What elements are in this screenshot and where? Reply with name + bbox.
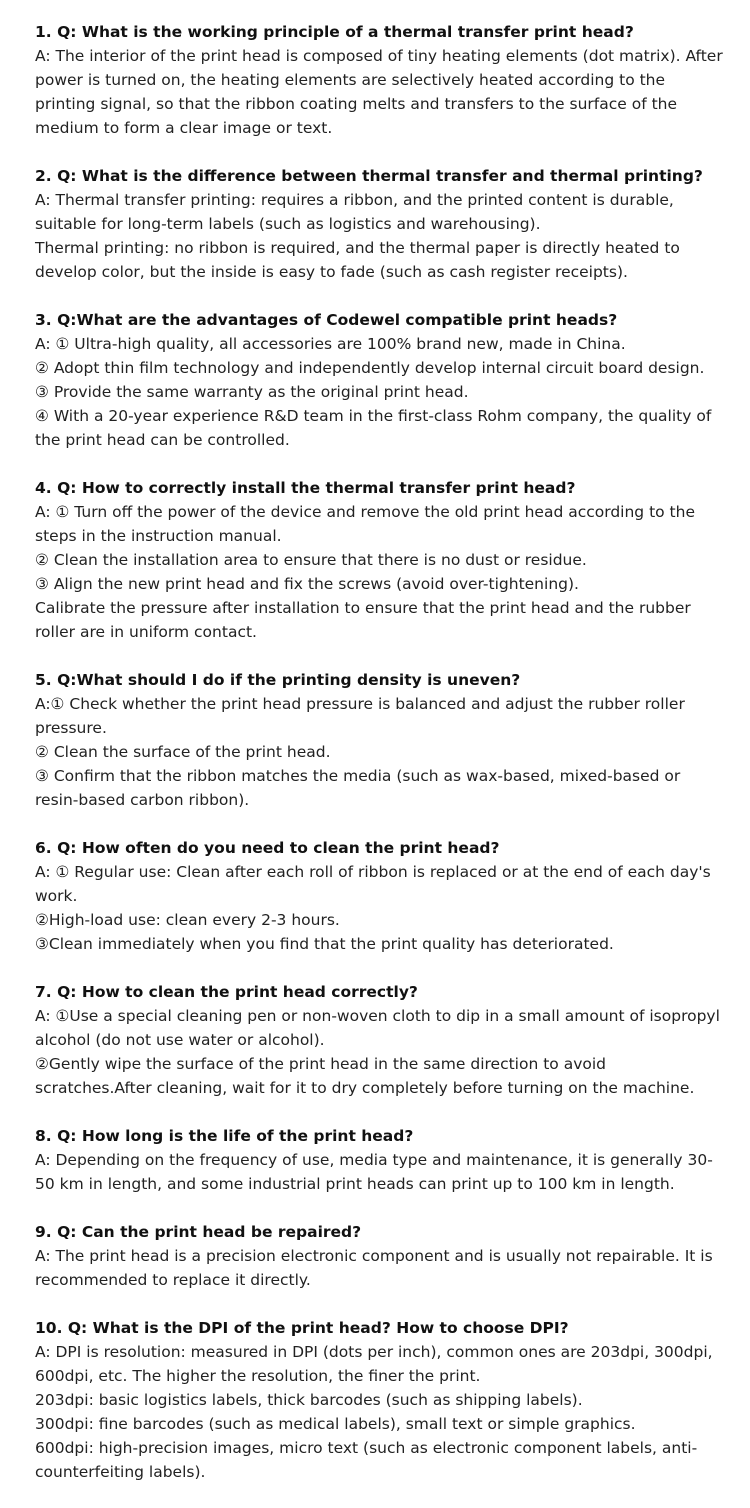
faq-question: 2. Q: What is the difference between thermal transfer and thermal printing? (35, 167, 703, 185)
faq-question: 7. Q: How to clean the print head correctly? (35, 983, 418, 1001)
faq-answer-line: ②Gently wipe the surface of the print head in the same direction to avoid scratches.After cleaning, wait for it to dry completely before turning on the machine. (35, 1055, 695, 1097)
faq-answer-line: A: The print head is a precision electronic component and is usually not repairable. It is recommended to replace it directly. (35, 1247, 713, 1289)
faq-item-1 (35, 20, 725, 140)
faq-answer-line: 203dpi: basic logistics labels, thick barcodes (such as shipping labels). (35, 1391, 583, 1409)
faq-question: 10. Q: What is the DPI of the print head? How to choose DPI? (35, 1319, 569, 1337)
faq-item-2 (35, 164, 725, 284)
faq-answer-line: ③ Provide the same warranty as the original print head. (35, 383, 469, 401)
faq-question: 4. Q: How to correctly install the thermal transfer print head? (35, 479, 576, 497)
faq-answer-line: A: DPI is resolution: measured in DPI (dots per inch), common ones are 203dpi, 300dpi, 600dpi, etc. The higher the resolution, the finer the print. (35, 1343, 713, 1385)
faq-answer-line: ② Clean the surface of the print head. (35, 743, 331, 761)
faq-answer-line: A:① Check whether the print head pressure is balanced and adjust the rubber roller pressure. (35, 695, 685, 737)
faq-answer-line: ② Adopt thin film technology and independently develop internal circuit board design. (35, 359, 705, 377)
faq-answer-line: Thermal printing: no ribbon is required, and the thermal paper is directly heated to develop color, but the inside is easy to fade (such as cash register receipts). (35, 239, 680, 281)
faq-item-3 (35, 308, 725, 452)
faq-answer-line: A: ① Regular use: Clean after each roll of ribbon is replaced or at the end of each day's work. (35, 863, 711, 905)
faq-item-4 (35, 476, 725, 644)
faq-answer-line: ②High-load use: clean every 2-3 hours. (35, 911, 340, 929)
faq-item-6 (35, 836, 725, 956)
faq-question: 9. Q: Can the print head be repaired? (35, 1223, 362, 1241)
faq-answer-line: ② Clean the installation area to ensure that there is no dust or residue. (35, 551, 587, 569)
faq-item-7 (35, 980, 725, 1100)
faq-list (35, 20, 725, 1508)
faq-answer-line: A: ① Turn off the power of the device and remove the old print head according to the steps in the instruction manual. (35, 503, 695, 545)
faq-answer-line: A: ①Use a special cleaning pen or non-woven cloth to dip in a small amount of isopropyl alcohol (do not use water or alcohol). (35, 1007, 720, 1049)
faq-question: 3. Q:What are the advantages of Codewel compatible print heads? (35, 311, 618, 329)
faq-answer-line: A: ① Ultra-high quality, all accessories are 100% brand new, made in China. (35, 335, 626, 353)
faq-answer-line: A: Depending on the frequency of use, media type and maintenance, it is generally 30-50 km in length, and some industrial print heads can print up to 100 km in length. (35, 1151, 713, 1193)
faq-answer-line: ③ Confirm that the ribbon matches the media (such as wax-based, mixed-based or resin-based carbon ribbon). (35, 767, 681, 809)
faq-answer-line: ③ Align the new print head and fix the screws (avoid over-tightening). (35, 575, 579, 593)
faq-answer-line: ③Clean immediately when you find that the print quality has deteriorated. (35, 935, 614, 953)
faq-item-9 (35, 1220, 725, 1292)
faq-answer-line: Calibrate the pressure after installation to ensure that the print head and the rubber roller are in uniform contact. (35, 599, 691, 641)
faq-question: 1. Q: What is the working principle of a thermal transfer print head? (35, 23, 634, 41)
faq-item-5 (35, 668, 725, 812)
faq-question: 5. Q:What should I do if the printing density is uneven? (35, 671, 521, 689)
faq-question: 8. Q: How long is the life of the print head? (35, 1127, 414, 1145)
faq-answer-line: 600dpi: high-precision images, micro text (such as electronic component labels, anti-counterfeiting labels). (35, 1439, 698, 1481)
faq-item-8 (35, 1124, 725, 1196)
faq-answer-line: 300dpi: fine barcodes (such as medical labels), small text or simple graphics. (35, 1415, 636, 1433)
faq-answer-line: ④ With a 20-year experience R&D team in the first-class Rohm company, the quality of the print head can be controlled. (35, 407, 712, 449)
faq-answer-line: A: Thermal transfer printing: requires a ribbon, and the printed content is durable, suitable for long-term labels (such as logistics and warehousing). (35, 191, 674, 233)
faq-question: 6. Q: How often do you need to clean the print head? (35, 839, 500, 857)
faq-item-10 (35, 1316, 725, 1484)
faq-answer-line: A: The interior of the print head is composed of tiny heating elements (dot matrix). After power is turned on, the heating elements are selectively heated according to the printing signal, so that the ribbon coating melts and transfers to the surface of the medium to form a clear image or text. (35, 47, 723, 137)
